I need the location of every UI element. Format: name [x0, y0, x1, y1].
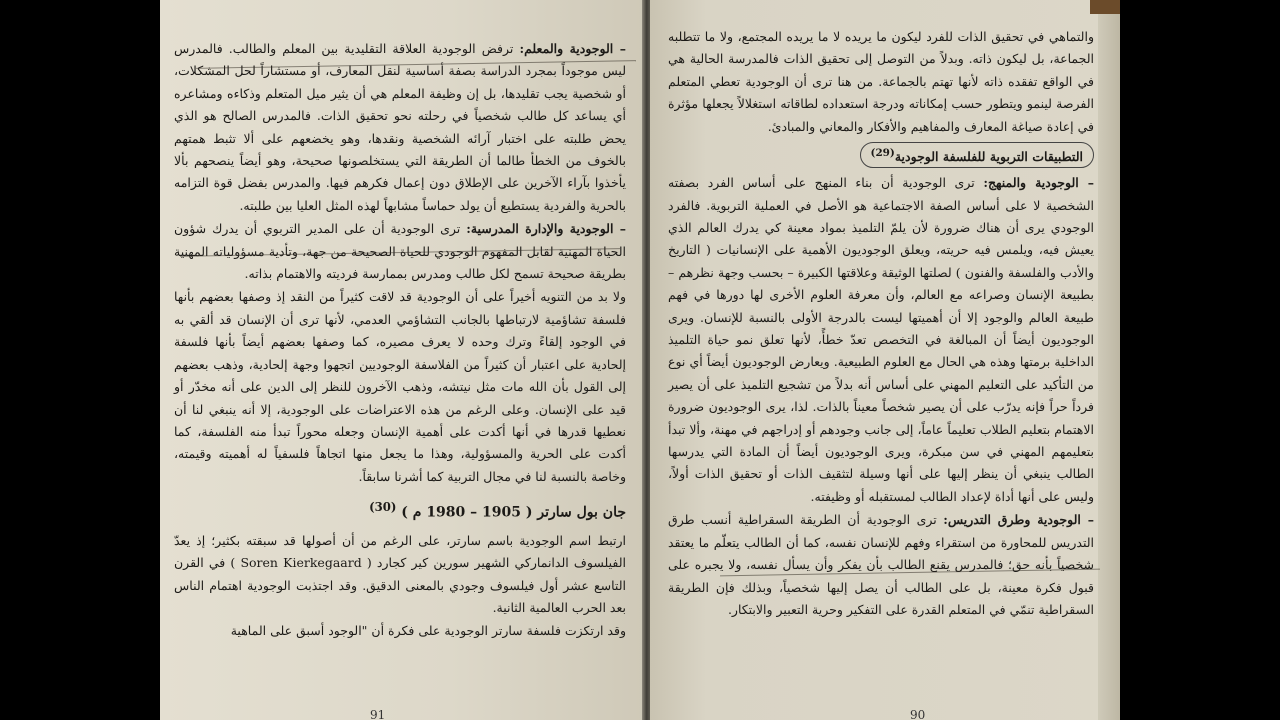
page-stack-edge — [1098, 0, 1120, 720]
sartre-title — [174, 496, 626, 524]
heading-teacher: – الوجودية والمعلم: — [519, 41, 627, 56]
paragraph-administration-text: ترى الوجودية أن على المدير التربوي أن يدرك شؤون الحياة المهنية لقابل المفهوم الوجودي للحياة الصحيحة من جهة، وتأدية مسؤولياته المهنية بطريقة صحيحة تسمح لكل طالب ومدرس بممارسة فرديته والاهتمام بذاته. — [174, 221, 626, 282]
paragraph-teaching-methods — [668, 509, 1094, 621]
section-title-text: التطبيقات التربوية للفلسفة الوجودية — [894, 149, 1083, 165]
paragraph-criticism: ولا بد من التنويه أخيراً على أن الوجودية قد لاقت كثيراً من النقد إذ وصفها بعضهم بأنها فلسفة تشاؤمية لارتباطها بالجانب التشاؤمي العدمي، لأنها ترى أن الإنسان قد ألقي به في الوجود إلقاءً وترك وحده لا يعرف مصيره، كما وصفها بعضهم أيضاً بأنها فلسفة إلحادية على اعتبار أن كثيراً من الفلاسفة الوجوديين اتجهوا وجهة إلحادية، وذهب بعضهم إلى القول بأن الله مات مثل نيتشه، وذهب الآخرون للنظر إلى الدين على أنه مخدّر أو قيد على الإنسان. وعلى الرغم من هذه الاعتراضات على الوجودية، إلا أنه ينبغي لنا أن نعطيها قدرها في أنها أكدت على أهمية الإنسان وجعله محوراً تبدأ منه الفلسفة، كما أكدت على الحرية والمسؤولية، وهذا ما يجعل منها اتجاهاً فلسفياً له أهميته وقيمته، وخاصة بالنسبة لنا في مجال التربية كما أشرنا سابقاً. — [174, 289, 626, 484]
right-page — [650, 0, 1120, 720]
sartre-title-text: جان بول سارتر ( 1905 – 1980 م ) — [401, 504, 626, 521]
paragraph-curriculum-text: ترى الوجودية أن بناء المنهج على أساس الفرد بصفته الشخصية لا على أساس الصفة الاجتماعية هو الأصل في العملية التربوية. فالفرد الوجودي يرى أن هناك ضرورة لأن يلمّ التلميذ بمواد معينة كي يدرك العالم الذي يعيش فيه، ويلمس فيه حريته، ويعلق الوجوديون الأهمية على الإنسانيات ( التاريخ والأدب والفلسفة والفنون ) لصلتها الوثيقة وعلاقتها الكبيرة – بحسب وجهة نظرهم – بطبيعة الإنسان وصراعه مع العالم، وأن معرفة العلوم الأخرى لها دورها في فهم طبيعة العالم والوجود إلا أن أهميتها ليست بالدرجة الأولى بالنسبة للإنسان. ويرى الوجوديون أيضاً أن المبالغة في التخصص تعدّ خطأً، لأنها تعلق نمو حياة التلميذ الداخلية برمتها وهذه هي الحال مع العلوم الطبيعية. ويعارض الوجوديون أيضاً أي نوع من التأكيد على التعليم المهني على أساس أنه بدلاً من تشجيع التلميذ على أن يصير فرداً حراً فإنه يدرّب على أن يصير شخصاً معيناً بالذات. لذا، يرى الوجوديون ضرورة الاهتمام بتعليم الطلاب تعليماً عاماً، إلى جانب وجودهم أو إدراجهم في مهنة، وألا تبدأ بتعليمهم المهني في سن مبكرة، ويرى الوجوديون أيضاً أن المادة التي يدرسها الطالب ينبغي أن ينظر إليها على أنها وسيلة لتثقيف الذات أو تحقيق الذات أولاً، وليس على أنها أداة لإعداد الطالب لمستقبله أو وظيفته. — [668, 175, 1094, 504]
heading-teaching-methods: – الوجودية وطرق التدريس: — [943, 512, 1094, 528]
section-footnote-ref: (29) — [870, 147, 895, 160]
right-page-number: 90 — [910, 708, 926, 720]
paragraph-self-realization: والتماهي في تحقيق الذات للفرد ليكون ما يريده لا ما يريده المجتمع، ولا ما تتطلبه الجماعة، بل ليكون ذاته. وبدلاً من التوصل إلى تحقيق الذات فالمدرسة الحالية هي في الواقع تفقده ذاته لأنها تهتم بالجماعة. من هنا ترى أن الوجودية تعطي المتعلم الفرصة لينمو ويتطور حسب إمكاناته ودرجة استعداده لطاقاته استغلالاً يجعلها مؤثرة في إعادة صياغة المعارف والمفاهيم والأفكار والمعاني والمبادئ. — [668, 29, 1094, 134]
paragraph-teacher-text: ترفض الوجودية العلاقة التقليدية بين المعلم والطالب. فالمدرس ليس موجوداً بمجرد الدراسة بصفة أساسية لنقل المعارف، أو مستشاراً لحل المشكلات، أو شخصية يجب تقليدها، بل إن وظيفة المعلم هي أن يثير ميل المتعلم وذكاءه ومشاعره أي يساعد كل طالب شخصياً في رحلته نحو تحقيق الذات. فالمدرس الصالح هو الذي يحض طلبته على اختبار آرائه الشخصية ونقدها، وهو يخضعهم على ألا تثبط همتهم بالخوف من الخطأ طالما أن الطريقة التي يستخلصونها صحيحة، وهو أيضاً ينصحهم بألا يأخذوا بآراء الآخرين على الإطلاق دون إعمال فكرهم فيها. والمدرس بفضل قوة التزامه بالحرية والفردية يستطيع أن يولد حماساً مشابهاً لهذه المثل العليا بين طلبته. — [174, 41, 626, 213]
heading-curriculum: – الوجودية والمنهج: — [983, 175, 1095, 191]
left-page — [160, 0, 644, 720]
section-title-applications — [860, 142, 1095, 168]
paragraph-curriculum — [668, 172, 1094, 508]
left-page-number: 91 — [370, 708, 386, 720]
table-surface — [1090, 0, 1120, 14]
open-book — [160, 0, 1120, 720]
paragraph-sartre-essence: وقد ارتكزت فلسفة سارتر الوجودية على فكرة أن "الوجود أسبق على الماهية — [230, 623, 626, 639]
heading-administration: – الوجودية والإدارة المدرسية: — [466, 221, 626, 237]
sartre-footnote-ref: (30) — [369, 500, 397, 515]
paragraph-sartre: ارتبط اسم الوجودية باسم سارتر، على الرغم من أن أصولها قد سبقته بكثير؛ إذ يعدّ الفيلسوف الدانماركي الشهير سورين كير كجارد ( Soren Kierkegaard ) في القرن التاسع عشر أول فيلسوف وجودي بالمعنى الدقيق. وقد اجتذبت الوجودية اهتمام الناس بعد الحرب العالمية الثانية. — [174, 532, 626, 615]
paragraph-teaching-methods-text: ترى الوجودية أن الطريقة السقراطية أنسب طرق التدريس للمحاورة من استقراء وفهم للإنسان نفسه، كما أن الطالب يتعلّم ما يعتقد شخصياً بأنه حق؛ فالمدرس يقنع الطالب بأن يفكر وأن يسأل نفسه، ولا يجبره على قبول فكرة معينة، بل على الطالب أن يصل إليها شخصياً، وبذلك فإن الطريقة السقراطية تنمّي في المتعلم القدرة على التفكير وحرية التعبير والابتكار. — [668, 512, 1094, 617]
